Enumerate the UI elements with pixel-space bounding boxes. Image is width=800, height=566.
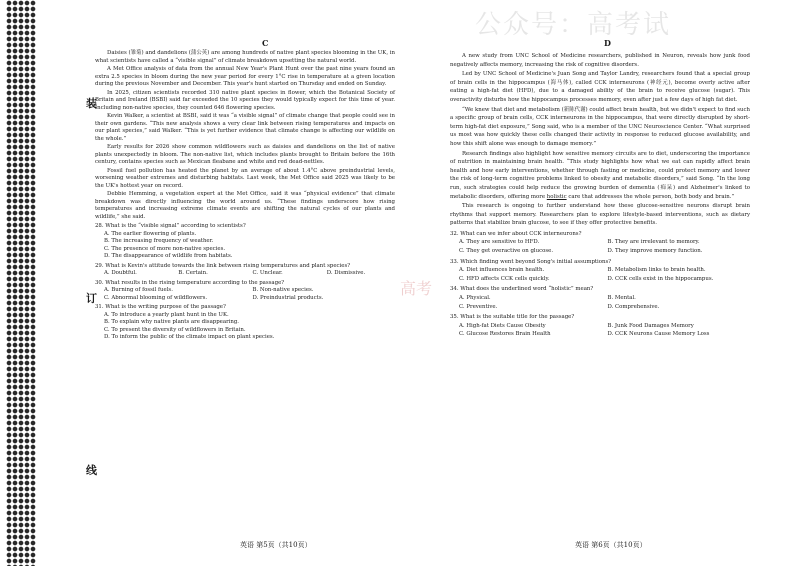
question-stem: 29. What is Kevin's attitude towards the link between rising temperatures and plant species? (95, 262, 351, 269)
paragraph-text-tail: care that addresses the whole person, both body and brain.” (566, 193, 735, 200)
question-35 (450, 313, 750, 339)
question-stem: 34. What does the underlined word “holistic” mean? (450, 286, 594, 293)
passage-d-paragraph: A new study from UNC School of Medicine researchers, published in Neuron, reveals how junk food negatively affects memory, increasing the risk of cognitive disorders. (450, 53, 750, 68)
paragraph-text: Research findings also highlight how sensitive memory circuits are to diet, underscoring the importance of nutrition in maintaining brain health. “This study highlights how what we eat can rapidly affect brain health and how early interventions, whether through fasting or medicine, could protect memory and lower the risk of long-term cognitive problems linked to obesity and metabolic disorders,” said Song. “In the long run, such strategies could help reduce the growing burden of dementia (痴呆) and Alzheimer's linked to metabolic disorders, offering more (450, 150, 750, 200)
binding-mark-zhuang: 装 (86, 97, 97, 110)
option-c[interactable]: C. HFD affects CCK cells quickly. (459, 275, 550, 282)
binding-margin (0, 0, 40, 566)
option-a[interactable]: A. The earlier flowering of plants. (104, 230, 197, 237)
option-c[interactable]: C. Abnormal blooming of wildflowers. (104, 294, 208, 301)
option-d[interactable]: D. Dismissive. (326, 270, 366, 276)
question-31 (95, 304, 395, 342)
option-b[interactable]: B. Certain. (178, 270, 208, 276)
option-b[interactable]: B. To explain why native plants are disappearing. (104, 319, 240, 325)
binding-mark-xian: 线 (86, 464, 97, 477)
question-stem: 35. What is the suitable title for the passage? (450, 314, 575, 321)
passage-d-paragraph (450, 150, 750, 202)
page-footer-right: 英语 第6页（共10页） (575, 541, 647, 549)
underlined-word-holistic: holistic (546, 193, 567, 200)
question-29 (95, 263, 395, 278)
passage-c-paragraph: Kevin Walker, a scientist at BSBI, said it was “a visible signal” of climate change that people could see in their own gardens. “This new analysis shows a very clear link between rising temperatures and impacts on our plant species,” said Walker. “This is yet further evidence that climate change is affecting our wildlife on the whole.” (95, 113, 395, 142)
question-34 (450, 285, 750, 311)
option-a[interactable]: A. To introduce a yearly plant hunt in the UK. (104, 311, 229, 318)
option-c[interactable]: C. The presence of more non-native species. (104, 245, 226, 252)
binding-mark-ding: 订 (86, 292, 97, 305)
option-c[interactable]: C. They get overactive on glucose. (459, 248, 554, 255)
passage-c-paragraph: Daisies (雏菊) and dandelions (蒲公英) are among hundreds of native plant species blooming in the UK, in what scientists have called a “visible signal” of climate breakdown upsetting the natural world. (95, 50, 395, 64)
question-stem: 33. Which finding went beyond Song's initial assumptions? (450, 258, 612, 265)
option-b[interactable]: B. The increasing frequency of weather. (104, 238, 214, 244)
watermark-secondary: 高考 (400, 279, 433, 298)
option-d[interactable]: D. CCK cells exist in the hippocampus. (607, 275, 714, 282)
question-stem: 30. What results in the rising temperature according to the passage? (95, 279, 285, 286)
option-d[interactable]: D. Comprehensive. (607, 303, 660, 310)
option-b[interactable]: B. Junk Food Damages Memory (607, 322, 694, 329)
option-b[interactable]: B. Mental. (607, 295, 636, 302)
question-stem: 28. What is the “visible signal” according to scientists? (95, 223, 246, 229)
option-b[interactable]: B. They are irrelevant to memory. (607, 239, 700, 246)
option-c[interactable]: C. To present the diversity of wildflowers in Britain. (104, 326, 246, 333)
binding-pattern (6, 0, 36, 566)
passage-c-paragraph: Early results for 2026 show common wildflowers such as daisies and dandelions on the list of native plants unexpectedly in bloom. The non-native list, which includes plants brought to Britain before the 16th century, contains species such as Mexican fleabane and white and red dead-nettles. (95, 144, 395, 165)
option-c[interactable]: C. Preventive. (459, 303, 498, 310)
passage-c-paragraph: A Met Office analysis of data from the annual New Year's Plant Hunt over the past nine years found an extra 2.5 species in bloom during the new year period for every 1°C rise in temperature at a given location during the previous November and December. This year's hunt started on Thursday and ended on Sunday. (95, 66, 395, 87)
question-33 (450, 258, 750, 284)
option-c[interactable]: C. Glucose Restores Brain Health (459, 331, 551, 338)
option-a[interactable]: A. High-fat Diets Cause Obesity (459, 322, 546, 329)
passage-c (95, 50, 395, 342)
option-d[interactable]: D. To inform the public of the climate impact on plant species. (104, 334, 275, 340)
passage-d (450, 52, 750, 339)
passage-d-paragraph: This research is ongoing to further understand how these glucose-sensitive neurons disrupt brain rhythms that support memory. Researchers plan to explore lifestyle-based interventions, such as dietary patterns that stabilize brain glucose, to see if they offer protective benefits. (450, 203, 750, 227)
question-32 (450, 230, 750, 256)
page-footer-left: 英语 第5页（共10页） (240, 541, 312, 549)
option-a[interactable]: A. Doubtful. (104, 270, 137, 276)
passage-c-paragraph: Fossil fuel pollution has heated the planet by an average of about 1.4°C above preindustrial levels, worsening weather extremes and disturbing habitats. Last week, the Met Office said 2025 was likely to be the UK's hottest year on record. (95, 167, 395, 189)
question-28 (95, 223, 395, 261)
question-stem: 32. What can we infer about CCK interneurons? (450, 230, 582, 237)
option-a[interactable]: A. Diet influences brain health. (459, 267, 545, 274)
option-b[interactable]: B. Metabolism links to brain health. (607, 267, 706, 274)
passage-c-title: C (262, 38, 269, 48)
option-d[interactable]: D. They improve memory function. (607, 248, 703, 255)
option-d[interactable]: D. CCK Neurons Cause Memory Loss (607, 331, 710, 338)
option-c[interactable]: C. Unclear. (252, 270, 283, 276)
passage-d-title: D (604, 38, 611, 48)
question-30 (95, 280, 395, 303)
option-a[interactable]: A. Burning of fossil fuels. (104, 287, 173, 293)
option-d[interactable]: D. The disappearance of wildlife from habitats. (104, 253, 233, 259)
watermark: 公众号：高考试 (475, 10, 672, 40)
passage-d-paragraph: Led by UNC School of Medicine's Juan Song and Taylor Landry, researchers found that a special group of brain cells in the hippocampus (海马体), called CCK interneurons (神经元), become overly active after eating a high-fat diet (HFD), due to a damaged ability of the brain to receive glucose (sugar). This overactivity disturbs how the hippocampus processes memory, even after just a few days of high fat diet. (450, 71, 750, 103)
passage-d-paragraph: “We knew that diet and metabolism (新陈代谢) could affect brain health, but we didn't expect to find such a specific group of brain cells, CCK interneurons in the hippocampus, that were directly disrupted by short-term high-fat diet exposure,” Song said, who is a member of the UNC Neuroscience Center. “What surprised us most was how quickly these cells changed their activity in response to reduced glucose availability, and how this shift alone was enough to damage memory.” (450, 106, 750, 147)
question-stem: 31. What is the writing purpose of the passage? (95, 304, 226, 310)
option-a[interactable]: A. Physical. (459, 295, 491, 302)
passage-c-paragraph: Debbie Hemming, a vegetation expert at the Met Office, said it was “physical evidence” that climate breakdown was directly influencing the world around us. “These findings underscore how rising temperatures and increasing extreme climate events are shifting the natural cycles of our plants and wildlife,” she said. (95, 191, 395, 220)
option-d[interactable]: D. Preindustrial products. (252, 294, 324, 301)
option-b[interactable]: B. Non-native species. (252, 287, 314, 293)
passage-c-paragraph: In 2025, citizen scientists recorded 310 native plant species in flower, which the Botanical Society of Britain and Ireland (BSBI) said far exceeded the 10 species they would typically expect for this time of year. Including non-native species, they counted 646 flowering species. (95, 89, 395, 111)
option-a[interactable]: A. They are sensitive to HFD. (459, 239, 540, 246)
